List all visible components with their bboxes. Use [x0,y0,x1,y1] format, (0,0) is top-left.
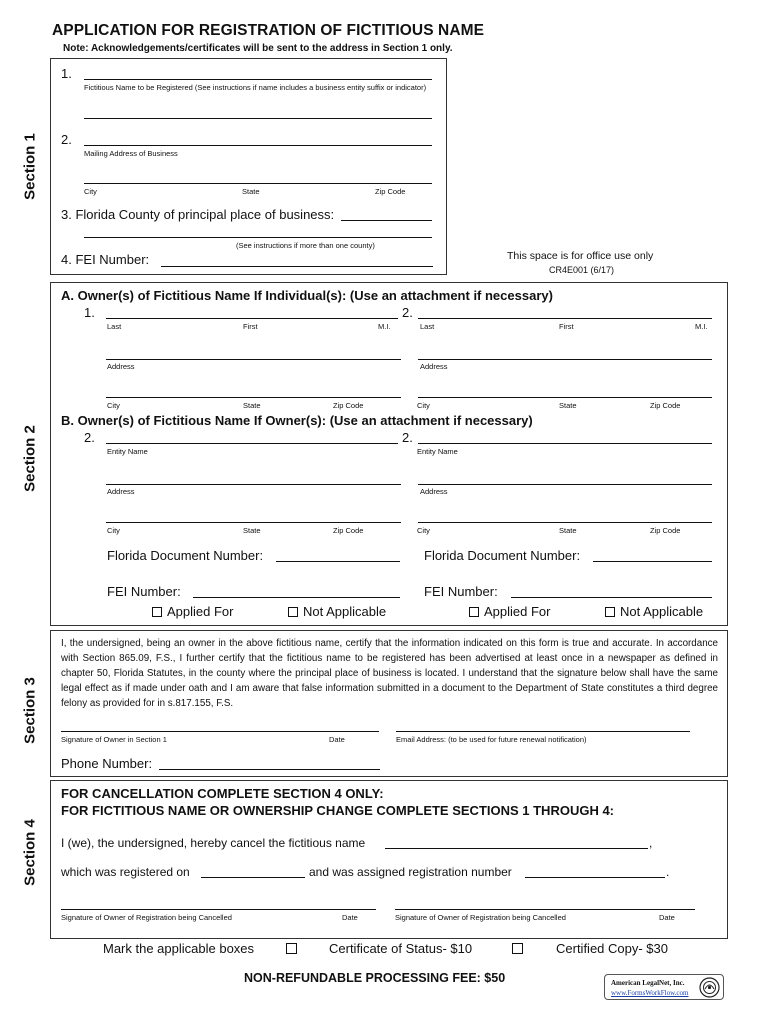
certificate-status-checkbox[interactable] [286,943,297,954]
doc-number-2-label: Florida Document Number: [424,548,581,563]
item-2-number: 2. [61,132,72,147]
fictitious-name-field[interactable] [84,79,432,80]
applied-for-1-label: Applied For [167,604,234,619]
fei-2-field[interactable] [511,597,712,598]
publisher-emblem-icon [699,977,720,998]
publisher-url[interactable]: www.FormsWorkFlow.com [611,989,689,997]
certified-copy-checkbox[interactable] [512,943,523,954]
registered-on-label: which was registered on [61,865,190,879]
fei-2-label: FEI Number: [424,584,498,599]
entity-2-city-caption: City [417,526,430,535]
entity-1-zip-caption: Zip Code [333,526,364,535]
owner-2-city-field[interactable] [418,397,712,398]
section-1-label: Section 1 [21,133,39,200]
section-4-heading-2: FOR FICTITIOUS NAME OR OWNERSHIP CHANGE COMPLETE SECTIONS 1 THROUGH 4: [61,803,615,818]
registration-number-field[interactable] [525,877,665,878]
owner-2-city-caption: City [417,401,430,410]
form-code: CR4E001 (6/17) [549,265,615,275]
owner-1-name-field[interactable] [106,318,398,319]
owner-2-address-caption: Address [420,362,448,371]
fictitious-name-field-2[interactable] [84,118,432,119]
entity-1-state-caption: State [243,526,261,535]
entity-2-state-caption: State [559,526,577,535]
entity-1-address-caption: Address [107,487,135,496]
registered-on-field[interactable] [201,877,305,878]
owner-1-first-caption: First [243,322,258,331]
owner-2-last-caption: Last [420,322,435,331]
owner-1-mi-caption: M.I. [378,322,391,331]
fictitious-name-caption: Fictitious Name to be Registered (See instructions if name includes a business entity suffix or indicator) [84,83,427,92]
cancel-name-field[interactable] [385,848,648,849]
owner-1-city-field[interactable] [106,397,401,398]
section-2b-heading: B. Owner(s) of Fictitious Name If Owner(s): (Use an attachment if necessary) [61,413,533,428]
entity-1-name-field[interactable] [106,443,398,444]
entity-1-name-caption: Entity Name [107,447,148,456]
state-caption: State [242,187,260,196]
cancel-signature-1-field[interactable] [61,909,376,910]
entity-1-number: 2. [84,430,95,445]
entity-2-number: 2. [402,430,413,445]
zip-caption: Zip Code [375,187,406,196]
certification-paragraph: I, the undersigned, being an owner in the above fictitious name, certify that the information indicated on this form is true and accurate. In accordance with Section 865.09, F.S., I further certify that the fictitious name to be registered has been advertised at least once in a newspaper as defined in chapter 50, Florida Statutes, in the county where the principal place of business is located. I understand that the signature below shall have the same legal effect as if made under oath and I am aware that false information submitted in a document to the Department of State constitutes a third degree felony as provided for in s.817.155, F.S. [61,638,718,709]
checkbox-icon [469,607,479,617]
section-2a-heading: A. Owner(s) of Fictitious Name If Individual(s): (Use an attachment if necessary) [61,288,553,303]
owner-2-name-field[interactable] [418,318,712,319]
owner-2-address-field[interactable] [418,359,712,360]
owner-2-number: 2. [402,305,413,320]
doc-number-2-field[interactable] [593,561,712,562]
section-2-label: Section 2 [21,425,39,492]
entity-2-address-caption: Address [420,487,448,496]
owner-1-last-caption: Last [107,322,122,331]
certificate-status-label: Certificate of Status- $10 [329,941,473,956]
county-label: 3. Florida County of principal place of business: [61,207,335,222]
entity-2-city-field[interactable] [418,522,712,523]
publisher-name: American LegalNet, Inc. [611,979,685,987]
cancel-comma: , [649,836,653,850]
fei-number-label: 4. FEI Number: [61,252,150,267]
section-3-label: Section 3 [21,677,39,744]
registration-period: . [666,865,670,879]
fei-number-field[interactable] [161,266,433,267]
county-field-2[interactable] [84,237,432,238]
certified-copy-label: Certified Copy- $30 [556,941,668,956]
section-2-box [50,282,728,626]
section-4-heading-1: FOR CANCELLATION COMPLETE SECTION 4 ONLY: [61,786,384,801]
city-caption: City [84,187,97,196]
owner-1-city-caption: City [107,401,120,410]
publisher-logo [604,974,724,1000]
form-title: APPLICATION FOR REGISTRATION OF FICTITIOUS NAME [52,22,485,39]
county-field[interactable] [341,220,432,221]
entity-2-name-caption: Entity Name [417,447,458,456]
not-applicable-2-label: Not Applicable [620,604,704,619]
cancel-date-2-caption: Date [659,913,675,922]
owner-1-zip-caption: Zip Code [333,401,364,410]
doc-number-1-field[interactable] [276,561,400,562]
doc-number-1-label: Florida Document Number: [107,548,264,563]
city-state-zip-field[interactable] [84,183,432,184]
not-applicable-2-checkbox[interactable] [605,604,703,619]
entity-2-name-field[interactable] [418,443,712,444]
applied-for-2-checkbox[interactable] [469,604,550,619]
county-caption: (See instructions if more than one county) [236,241,375,250]
cancel-signature-2-caption: Signature of Owner of Registration being Cancelled [395,913,566,922]
fei-1-label: FEI Number: [107,584,181,599]
section-4-label: Section 4 [21,819,39,886]
phone-number-field[interactable] [159,769,380,770]
office-use-text: This space is for office use only [507,250,654,262]
applied-for-2-label: Applied For [484,604,551,619]
owner-2-mi-caption: M.I. [695,322,708,331]
mailing-address-caption: Mailing Address of Business [84,149,178,158]
cancel-date-1-caption: Date [342,913,358,922]
mailing-address-field[interactable] [84,145,432,146]
owner-1-address-caption: Address [107,362,135,371]
owner-2-zip-caption: Zip Code [650,401,681,410]
email-caption: Email Address: (to be used for future renewal notification) [396,735,587,744]
entity-1-city-caption: City [107,526,120,535]
checkbox-icon [288,607,298,617]
owner-1-number: 1. [84,305,95,320]
owner-signature-caption: Signature of Owner in Section 1 [61,735,167,744]
entity-1-city-field[interactable] [106,522,401,523]
registration-number-label: and was assigned registration number [309,865,512,879]
owner-signature-field[interactable] [61,731,379,732]
signature-date-caption: Date [329,735,345,744]
checkbox-icon [152,607,162,617]
item-1-number: 1. [61,66,72,81]
fei-1-field[interactable] [193,597,400,598]
owner-1-state-caption: State [243,401,261,410]
mark-boxes-label: Mark the applicable boxes [103,941,255,956]
entity-2-address-field[interactable] [418,484,712,485]
entity-1-address-field[interactable] [106,484,401,485]
applied-for-1-checkbox[interactable] [152,604,233,619]
not-applicable-1-label: Not Applicable [303,604,387,619]
owner-1-address-field[interactable] [106,359,401,360]
cancel-signature-1-caption: Signature of Owner of Registration being Cancelled [61,913,232,922]
processing-fee: NON-REFUNDABLE PROCESSING FEE: $50 [244,971,506,985]
email-field[interactable] [396,731,690,732]
cancel-statement: I (we), the undersigned, hereby cancel the fictitious name [61,836,366,850]
form-note: Note: Acknowledgements/certificates will be sent to the address in Section 1 only. [63,43,453,54]
cancel-signature-2-field[interactable] [395,909,695,910]
entity-2-zip-caption: Zip Code [650,526,681,535]
owner-2-first-caption: First [559,322,574,331]
checkbox-icon [605,607,615,617]
phone-number-label: Phone Number: [61,756,153,771]
not-applicable-1-checkbox[interactable] [288,604,386,619]
owner-2-state-caption: State [559,401,577,410]
